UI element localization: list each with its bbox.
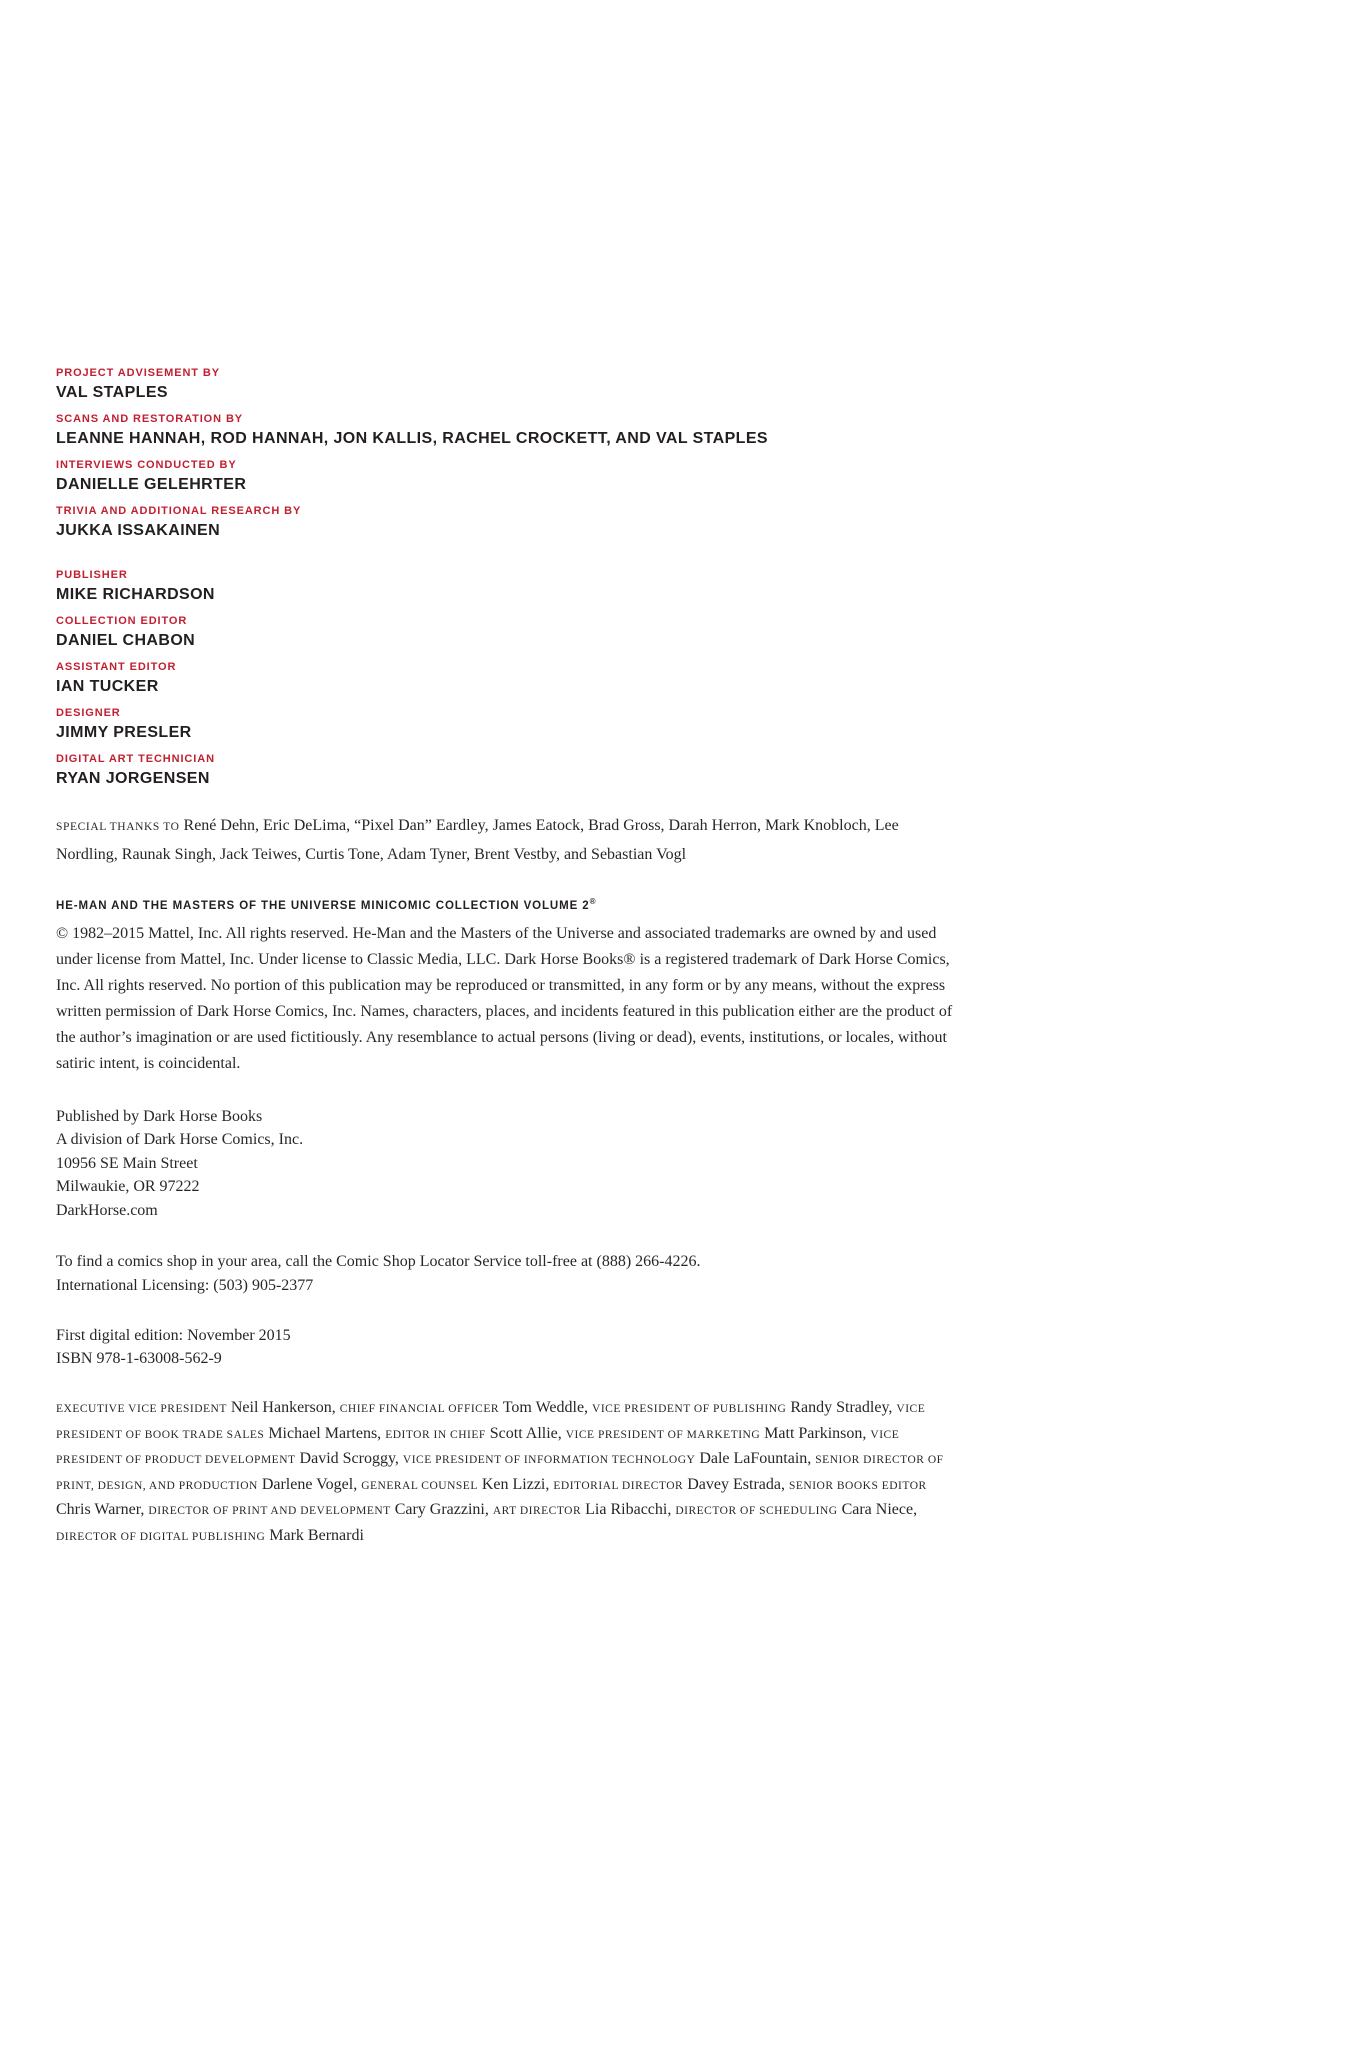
executive-title: DIRECTOR OF SCHEDULING xyxy=(675,1505,838,1518)
executive-name: Cara Niece, xyxy=(841,1501,918,1519)
credit-entry xyxy=(56,660,958,696)
credit-role-label: DESIGNER xyxy=(56,707,121,719)
credit-names: LEANNE HANNAH, ROD HANNAH, JON KALLIS, RACHEL CROCKETT, AND VAL STAPLES xyxy=(56,430,768,447)
credit-entry xyxy=(56,504,958,540)
executive-entry xyxy=(56,1527,364,1544)
publisher-address-block xyxy=(56,1105,958,1223)
credit-entry xyxy=(56,366,958,402)
credit-role-label: SCANS AND RESTORATION BY xyxy=(56,413,244,425)
executive-entry xyxy=(403,1450,815,1467)
executive-entry xyxy=(675,1501,917,1518)
executive-title: VICE PRESIDENT OF PUBLISHING xyxy=(592,1403,787,1416)
executive-title: ART DIRECTOR xyxy=(492,1505,582,1518)
executive-entry xyxy=(148,1501,492,1518)
executive-name: Chris Warner, xyxy=(56,1501,145,1519)
executive-name: Mark Bernardi xyxy=(269,1526,364,1544)
executive-title: CHIEF FINANCIAL OFFICER xyxy=(339,1403,500,1416)
executive-name: Scott Allie, xyxy=(489,1424,562,1442)
executive-title: VICE PRESIDENT OF INFORMATION TECHNOLOGY xyxy=(402,1454,696,1467)
executive-title: VICE PRESIDENT OF PRODUCT DEVELOPMENT xyxy=(56,1428,900,1467)
executive-title: EDITORIAL DIRECTOR xyxy=(553,1479,684,1492)
executive-title: VICE PRESIDENT OF MARKETING xyxy=(565,1428,761,1441)
contact-info-block xyxy=(56,1250,958,1298)
address-line: A division of Dark Horse Comics, Inc. xyxy=(56,1131,304,1149)
executive-title: SENIOR BOOKS EDITOR xyxy=(788,1479,927,1492)
executive-entry xyxy=(385,1425,566,1442)
content-column xyxy=(56,366,958,1549)
executive-name: Ken Lizzi, xyxy=(481,1475,550,1493)
executive-name: Matt Parkinson, xyxy=(764,1424,867,1442)
credit-entry xyxy=(56,614,958,650)
credit-names: DANIEL CHABON xyxy=(56,632,196,649)
executive-title: DIRECTOR OF PRINT AND DEVELOPMENT xyxy=(148,1505,391,1518)
executive-entry xyxy=(566,1425,871,1442)
address-line: Milwaukie, OR 97222 xyxy=(56,1178,200,1196)
book-title xyxy=(56,894,958,914)
credit-role-label: TRIVIA AND ADDITIONAL RESEARCH BY xyxy=(56,505,302,517)
executive-title: DIRECTOR OF DIGITAL PUBLISHING xyxy=(56,1530,266,1543)
credit-names: JIMMY PRESLER xyxy=(56,724,192,741)
credit-names: JUKKA ISSAKAINEN xyxy=(56,522,221,539)
executive-title: VICE PRESIDENT OF BOOK TRADE SALES xyxy=(56,1403,926,1441)
book-title-text: HE-MAN AND THE MASTERS OF THE UNIVERSE MINICOMIC COLLECTION VOLUME 2 xyxy=(56,899,590,912)
special-thanks-label: SPECIAL THANKS TO xyxy=(56,821,180,833)
credit-names: MIKE RICHARDSON xyxy=(56,586,215,603)
edition-line: First digital edition: November 2015 xyxy=(56,1327,291,1345)
edition-line: ISBN 978-1-63008-562-9 xyxy=(56,1350,222,1368)
credit-names: VAL STAPLES xyxy=(56,384,168,401)
credit-entry xyxy=(56,568,958,604)
credit-names: RYAN JORGENSEN xyxy=(56,770,210,787)
executive-title: GENERAL COUNSEL xyxy=(361,1479,478,1492)
executive-title: EXECUTIVE VICE PRESIDENT xyxy=(56,1403,227,1416)
address-line: DarkHorse.com xyxy=(56,1201,158,1219)
credit-names: DANIELLE GELEHRTER xyxy=(56,476,247,493)
executive-entry xyxy=(361,1476,553,1493)
staff-credits-section xyxy=(56,568,958,788)
credit-names: IAN TUCKER xyxy=(56,678,159,695)
credit-entry xyxy=(56,458,958,494)
executive-entry xyxy=(592,1399,896,1416)
executive-name: Cary Grazzini, xyxy=(394,1501,489,1519)
credit-role-label: COLLECTION EDITOR xyxy=(56,615,188,627)
credit-entry xyxy=(56,752,958,788)
credit-entry xyxy=(56,412,958,448)
executive-name: Darlene Vogel, xyxy=(261,1475,358,1493)
executive-entry xyxy=(340,1399,592,1416)
contact-line: International Licensing: (503) 905-2377 xyxy=(56,1277,314,1295)
edition-info-block xyxy=(56,1324,958,1370)
special-thanks-names: René Dehn, Eric DeLima, “Pixel Dan” Eardley, James Eatock, Brad Gross, Darah Herron, Mark Knobloch, Lee Nordling, Raunak Singh, Jack Teiwes, Curtis Tone, Adam Tyner, Brent Vestby, and Sebastian Vogl xyxy=(56,817,899,863)
credit-entry xyxy=(56,706,958,742)
executive-name: Lia Ribacchi, xyxy=(585,1501,672,1519)
credit-role-label: PROJECT ADVISEMENT BY xyxy=(56,367,220,379)
executive-entry xyxy=(493,1501,675,1518)
executive-name: David Scroggy, xyxy=(299,1450,399,1468)
address-line: Published by Dark Horse Books xyxy=(56,1107,263,1125)
executive-name: Tom Weddle, xyxy=(502,1399,589,1417)
contact-line: To find a comics shop in your area, call the Comic Shop Locator Service toll-free at (888) 266-4226. xyxy=(56,1253,701,1271)
executive-name: Dale LaFountain, xyxy=(699,1450,812,1468)
address-line: 10956 SE Main Street xyxy=(56,1154,198,1172)
credit-role-label: ASSISTANT EDITOR xyxy=(56,661,177,673)
credit-role-label: DIGITAL ART TECHNICIAN xyxy=(56,753,215,765)
executive-name: Neil Hankerson, xyxy=(230,1399,336,1417)
registered-trademark-symbol: ® xyxy=(589,897,597,906)
executive-name: Davey Estrada, xyxy=(687,1475,785,1493)
executive-name: Randy Stradley, xyxy=(790,1399,893,1417)
executive-title: EDITOR IN CHIEF xyxy=(385,1428,486,1441)
production-credits-section xyxy=(56,366,958,540)
credit-role-label: PUBLISHER xyxy=(56,569,128,581)
special-thanks-paragraph xyxy=(56,812,958,868)
credit-role-label: INTERVIEWS CONDUCTED BY xyxy=(56,459,237,471)
copyright-legal-paragraph: © 1982–2015 Mattel, Inc. All rights reserved. He-Man and the Masters of the Universe and associated trademarks are owned by and used under license from Mattel, Inc. Under license to Classic Media, LLC. Dark Horse Books® is a registered trademark of Dark Horse Comics, Inc. All rights reserved. No portion of this publication may be reproduced or transmitted, in any form or by any means, without the express written permission of Dark Horse Comics, Inc. Names, characters, places, and incidents featured in this publication either are the product of the author’s imagination or are used fictitiously. Any resemblance to actual persons (living or dead), events, institutions, or locales, without satiric intent, is coincidental. xyxy=(56,924,953,1072)
executive-name: Michael Martens, xyxy=(268,1424,382,1442)
executive-roster-paragraph xyxy=(56,1396,958,1549)
executive-entry xyxy=(56,1399,340,1416)
executive-title: SENIOR DIRECTOR OF PRINT, DESIGN, AND PRODUCTION xyxy=(56,1454,944,1492)
executive-entry xyxy=(553,1476,789,1493)
